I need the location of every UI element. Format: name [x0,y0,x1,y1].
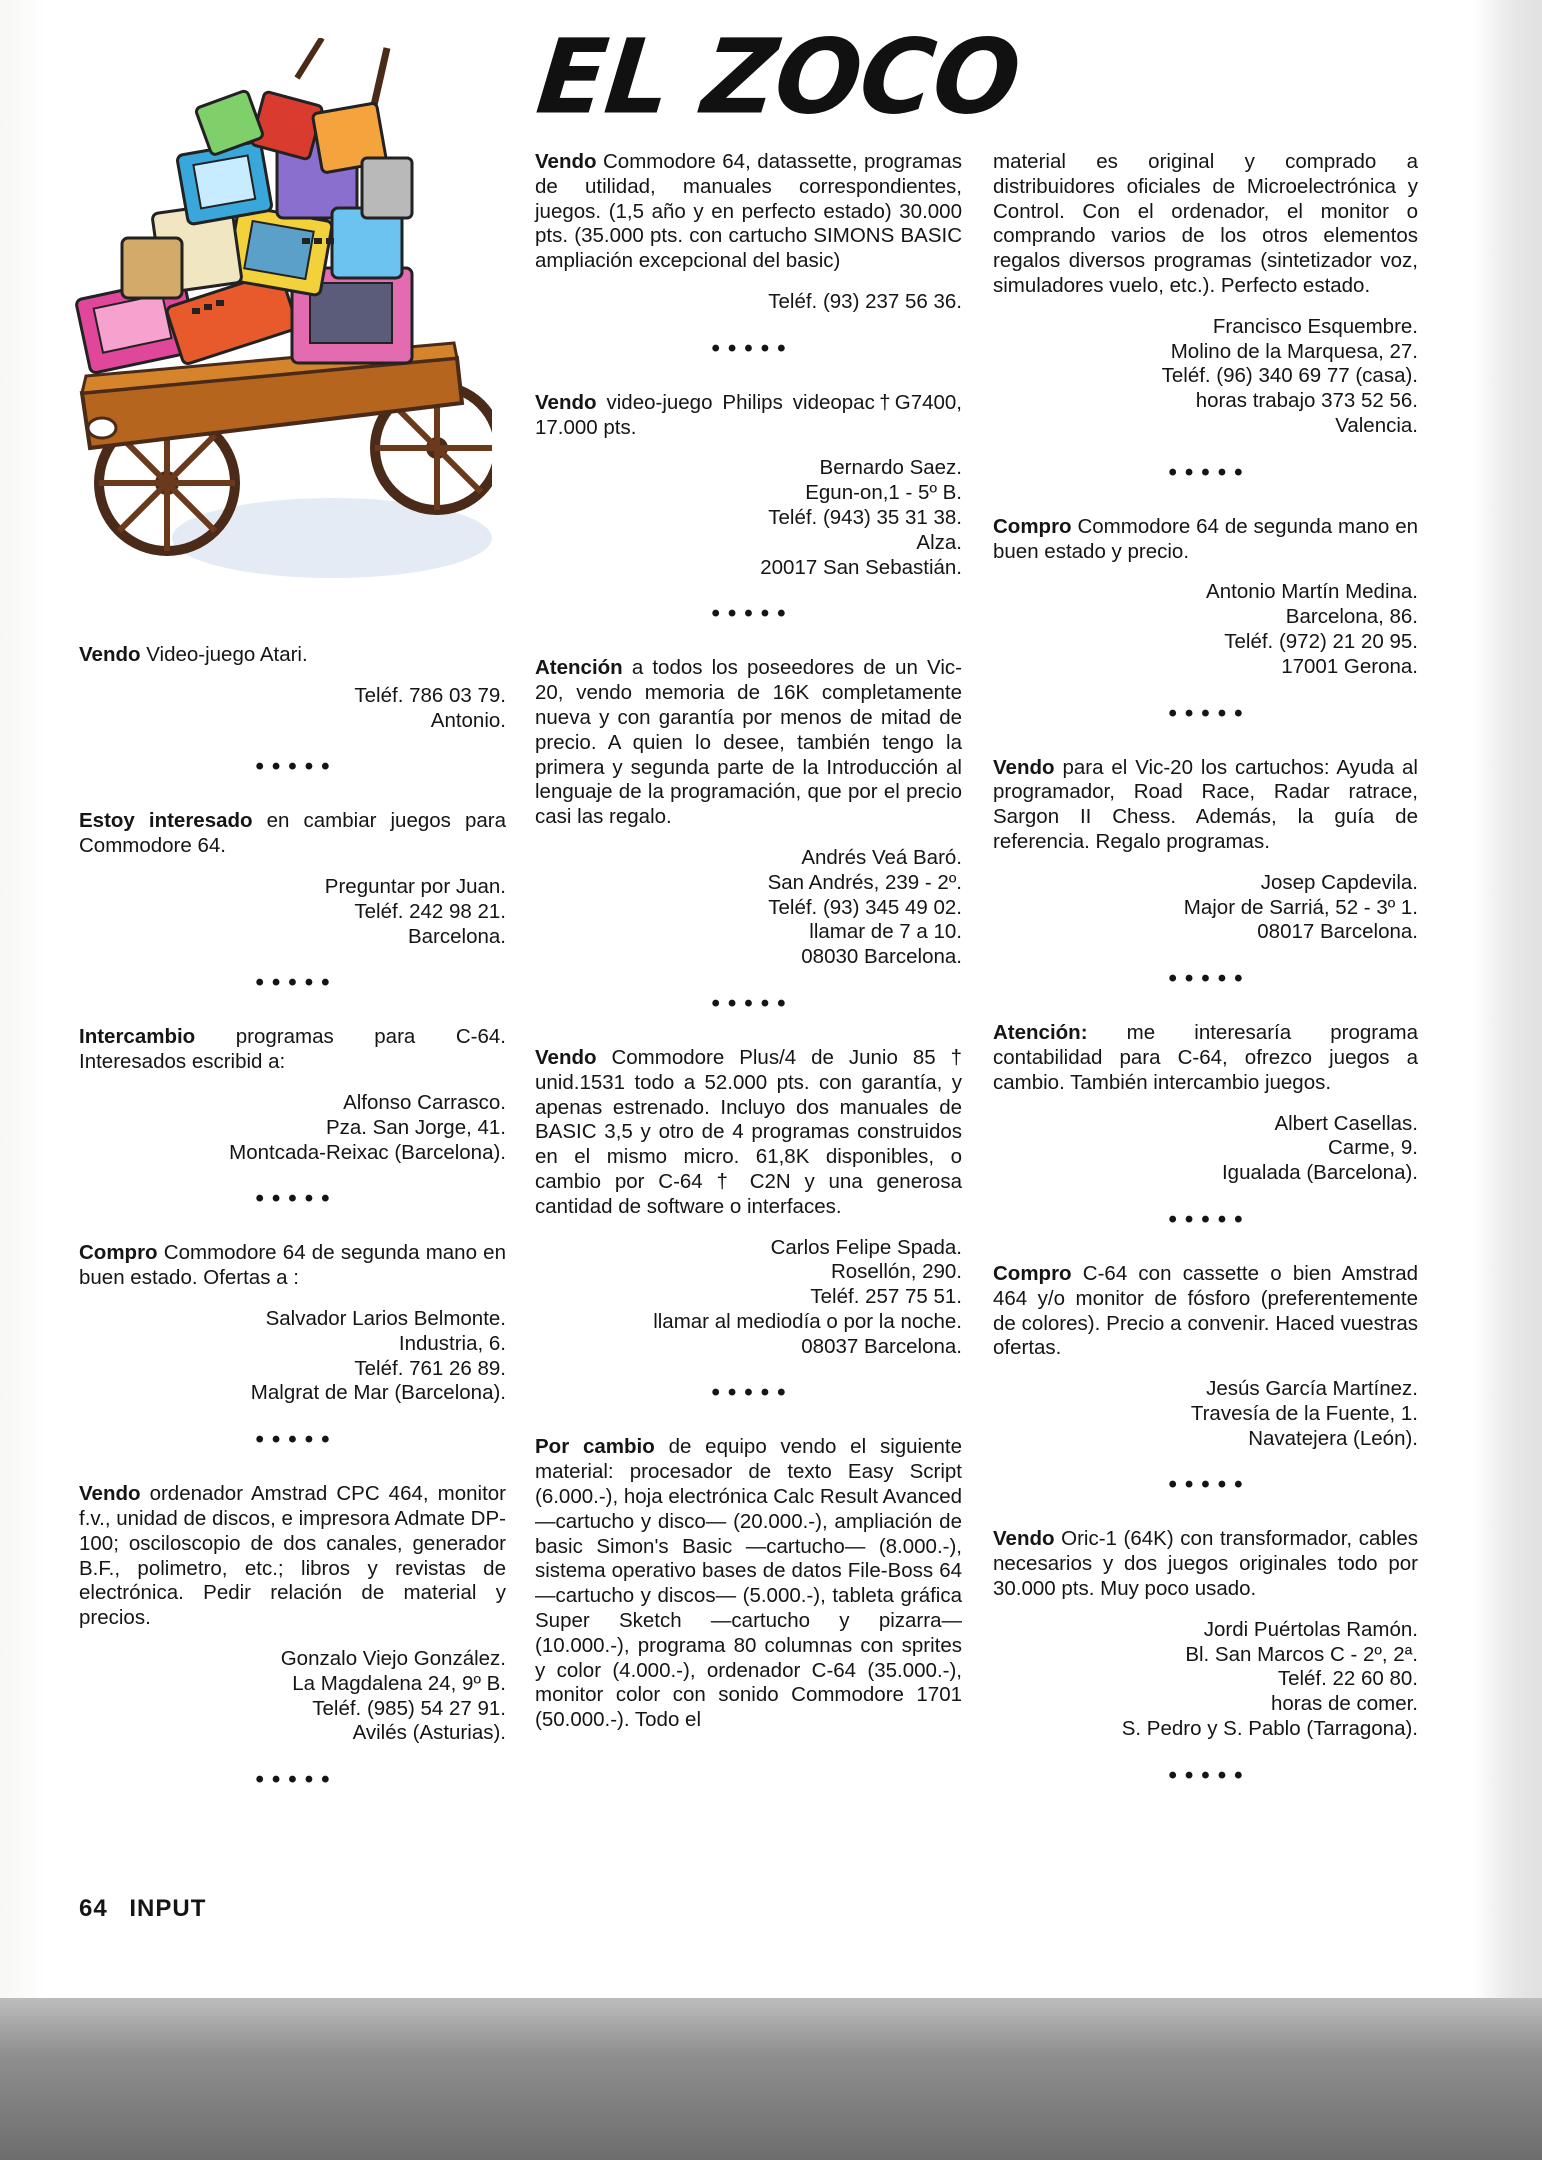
separator-dots: ••••• [711,1379,794,1407]
ad-contact: Salvador Larios Belmonte. Industria, 6. Teléf. 761 26 89. Malgrat de Mar (Barcelona). [250,1306,506,1405]
ad-contact: Francisco Esquembre. Molino de la Marquesa, 27. Teléf. (96) 340 69 77 (casa). horas trabajo 373 52 56. Valencia. [1161,314,1418,437]
ad-lead: Vendo [79,1482,141,1506]
classified-ad [535,656,962,970]
ad-lead: Vendo [535,390,597,414]
ad-contact: Alfonso Carrasco. Pza. San Jorge, 41. Montcada-Reixac (Barcelona). [229,1090,506,1164]
ad-lead: Atención [535,656,623,680]
ad-text: video-juego Philips videopac†G7400, 17.000 pts. [535,390,963,439]
ad-text: Oric-1 (64K) con transformador, cables necesarios y dos juegos originales todo por 30.000 pts. Muy poco usado. [993,1527,1418,1601]
ad-text: para el Vic-20 los cartuchos: Ayuda al programador, Road Race, Radar ratrace, Sargon II Chess. Además, la guía de referencia. Regalo programas. [993,755,1418,853]
ad-lead: Compro [993,1261,1072,1285]
ad-text: en cambiar juegos para Commodore 64. [79,809,506,858]
classified-ad [79,1025,506,1165]
separator-dots: ••••• [255,1426,338,1454]
ad-text: me interesaría programa contabilidad para C-64, ofrezco juegos a cambio. También intercambio juegos. [993,1021,1418,1094]
classified-ad [535,150,962,315]
ad-text: Commodore Plus/4 de Junio 85 † unid.1531 todo a 52.000 pts. con garantía, y apenas estrenado. Incluyo dos manuales de BASIC 3,5 y otro de 4 programas construidos en el mismo micro. 61,8K disponibles, o cambio por C-64 † C2N y una generosa cantidad de software o interfaces. [535,1045,962,1218]
separator-dots: ••••• [255,969,338,997]
ad-contact: Teléf. (93) 237 56 36. [768,289,962,313]
ad-lead: Por cambio [535,1435,655,1459]
separator-dots: ••••• [1168,1471,1251,1499]
classified-ad [993,1527,1418,1741]
separator-dots: ••••• [255,1185,338,1213]
ad-text: a todos los poseedores de un Vic-20, vendo memoria de 16K completamente nueva y con garantía por menos de mitad de precio. A quien lo desee, también tengo la primera y segunda parte de la Introducción al lenguaje de la programación, que por el precio casi las regalo. [535,656,962,829]
ad-contact: Albert Casellas. Carme, 9. Igualada (Barcelona). [1221,1111,1418,1185]
ad-contact: Teléf. 786 03 79. Antonio. [354,683,506,732]
ad-lead: Vendo [79,643,141,666]
ad-lead: Vendo [993,755,1055,779]
ad-text: material es original y comprado a distribuidores oficiales de Microelectrónica y Control. Con el ordenador, el monitor o comprando varios de los otros elementos regalos diversos programas (sintetizador voz, simuladores vuelo, etc.). Perfecto estado. [993,150,1418,297]
ad-contact: Josep Capdevila. Major de Sarriá, 52 - 3º 1. 08017 Barcelona. [1183,870,1418,944]
ad-lead: Atención: [993,1021,1088,1045]
column-3 [993,150,1418,1818]
ad-text: C-64 con cassette o bien Amstrad 464 y/o monitor de fósforo (preferentemente de colores). Precio a convenir. Haced vuestras ofertas. [993,1261,1418,1360]
ad-contact: Carlos Felipe Spada. Rosellón, 290. Teléf. 257 75 51. llamar al mediodía o por la noche. 08037 Barcelona. [653,1235,962,1358]
separator-dots: ••••• [1168,1205,1251,1233]
ad-lead: Estoy interesado [79,809,253,833]
ad-contact: Andrés Veá Baró. San Andrés, 239 - 2º. Teléf. (93) 345 49 02. llamar de 7 a 10. 08030 Barcelona. [767,845,962,969]
scan-shadow [0,1998,1542,2160]
classified-ad [993,756,1418,946]
classified-ad [79,643,506,733]
classified-ad [993,515,1418,680]
classified-ad [79,1482,506,1746]
magazine-name: INPUT [129,1895,207,1922]
ad-contact: Gonzalo Viejo González. La Magdalena 24, 9º B. Teléf. (985) 54 27 91. Avilés (Asturias). [280,1646,506,1745]
separator-dots: ••••• [1168,1761,1251,1789]
separator-dots: ••••• [1168,965,1251,993]
ad-lead: Compro [79,1241,158,1265]
separator-dots: ••••• [1168,699,1251,727]
ad-lead: Vendo [993,1527,1055,1551]
ad-lead: Vendo [535,1045,597,1069]
classified-ad [535,1435,962,1733]
ad-text: de equipo vendo el siguiente material: procesador de texto Easy Script (6.000.-), hoja electrónica Calc Result Avanced —cartucho y disco— (20.000.-), ampliación de basic Simon's Basic —cartucho— (8.000.-), sistema operativo bases de datos File-Boss 64 —cartucho y discos— (5.000.-), tableta gráfica Super Sketch —cartucho y pizarra— (10.000.-), programa 80 columnas con sprites y color (4.000.-), ordenador C-64 (35.000.-), monitor color con sonido Commodore 1701 (50.000.-). Todo el [535,1435,963,1732]
ad-text: Commodore 64 de segunda mano en buen estado y precio. [993,514,1418,563]
ad-lead: Compro [993,514,1072,538]
cart-illustration [62,38,492,598]
masthead-title: EL ZOCO [531,16,1025,138]
separator-dots: ••••• [711,989,794,1017]
column-2 [535,150,962,1733]
ad-lead: Intercambio [79,1025,196,1049]
ad-text: programas para C-64. Interesados escribid a: [79,1025,506,1074]
page-edge-shadow [1472,0,1542,2000]
ad-text: Commodore 64 de segunda mano en buen estado. Ofertas a : [79,1241,506,1290]
classified-ad [535,1046,962,1360]
separator-dots: ••••• [255,753,338,781]
ad-contact: Antonio Martín Medina. Barcelona, 86. Teléf. (972) 21 20 95. 17001 Gerona. [1206,580,1418,678]
page-number: 64 [79,1895,108,1922]
separator-dots: ••••• [1168,458,1251,486]
ad-text: Video-juego Atari. [146,643,308,666]
classified-ad [993,1262,1418,1452]
ad-contact: Bernardo Saez. Egun-on,1 - 5º B. Teléf. (943) 35 31 38. Alza. 20017 San Sebastián. [760,456,962,579]
separator-dots: ••••• [711,334,794,362]
classified-ad [79,1241,506,1406]
separator-dots: ••••• [255,1766,338,1794]
ad-text: Commodore 64, datassette, programas de utilidad, manuales correspondientes, juegos. (1,5 año y en perfecto estado) 30.000 pts. (35.000 pts. con cartucho SIMONS BASIC ampliación excepcional del basic) [535,150,962,273]
classified-ad [993,150,1418,439]
classified-ad [535,391,962,581]
classified-ad [993,1021,1418,1186]
ad-contact: Jordi Puértolas Ramón. Bl. San Marcos C - 2º, 2ª. Teléf. 22 60 80. horas de comer. S. Pedro y S. Pablo (Tarragona). [1121,1617,1418,1741]
column-1 [79,643,506,1822]
classified-ad [79,809,506,949]
ad-contact: Preguntar por Juan. Teléf. 242 98 21. Barcelona. [324,874,506,948]
page-footer [79,1895,220,1923]
ad-text: ordenador Amstrad CPC 464, monitor f.v., unidad de discos, e impresora Admate DP-100; osciloscopio de dos canales, generador B.F., polimetro, etc.; libros y revistas de electrónica. Pedir relación de material y precios. [79,1482,506,1630]
ad-contact: Jesús García Martínez. Travesía de la Fuente, 1. Navatejera (León). [1190,1377,1418,1450]
ad-lead: Vendo [535,150,597,173]
separator-dots: ••••• [711,600,794,628]
